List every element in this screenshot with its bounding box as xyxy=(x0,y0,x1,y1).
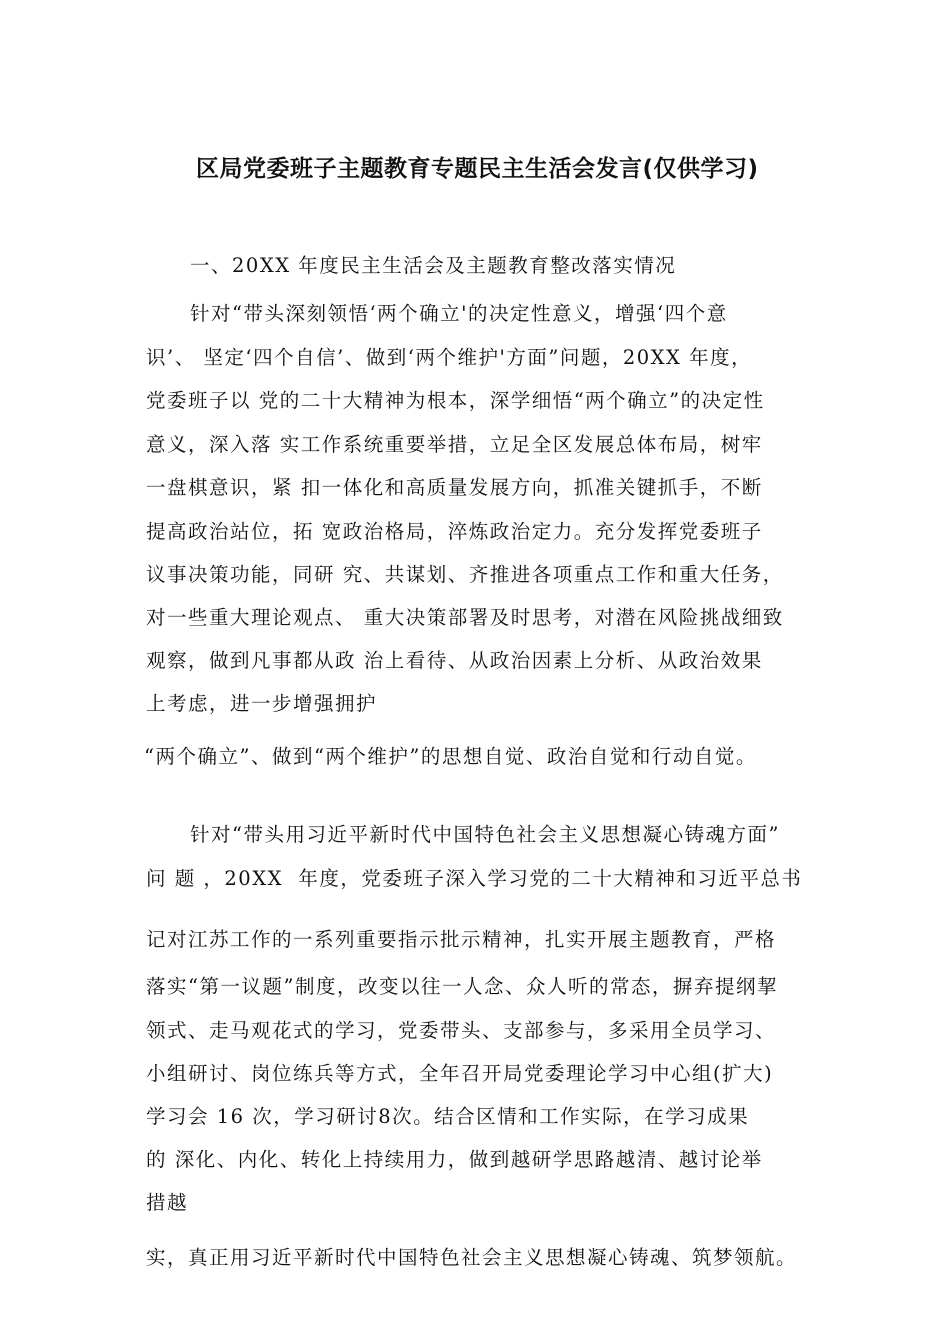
paragraph-line: 措越 xyxy=(146,1191,189,1214)
paragraph-line: 上考虑，进一步增强拥护 xyxy=(146,692,378,715)
paragraph-line: 的 深化、内化、转化上持续用力，做到越研学思路越清、越讨论举 xyxy=(146,1148,763,1171)
paragraph-line: 领式、走马观花式的学习，党委带头、支部参与，多采用全员学习、 xyxy=(146,1019,777,1042)
paragraph-line: 意义，深入落 实工作系统重要举措，立足全区发展总体布局，树牢 xyxy=(146,433,763,456)
paragraph-line: 针对“带头深刻领悟‘两个确立'的决定性意义，增强‘四个意 xyxy=(190,302,728,325)
paragraph-line: 党委班子以 党的二十大精神为根本，深学细悟“两个确立”的决定性 xyxy=(146,389,765,412)
paragraph-line: 对一些重大理论观点、 重大决策部署及时思考，对潜在风险挑战细致 xyxy=(146,606,784,629)
paragraph-line: 观察，做到凡事都从政 治上看待、从政治因素上分析、从政治效果 xyxy=(146,649,763,672)
paragraph-line: 问 题 ，20XX 年度，党委班子深入学习党的二十大精神和习近平总书 xyxy=(146,867,803,890)
paragraph-line: 一盘棋意识，紧 扣一体化和高质量发展方向，抓准关键抓手，不断 xyxy=(146,476,763,499)
paragraph-line: 实，真正用习近平新时代中国特色社会主义思想凝心铸魂、筑梦领航。 xyxy=(146,1246,798,1269)
paragraph-line: 提高政治站位，拓 宽政治格局，淬炼政治定力。充分发挥党委班子 xyxy=(146,520,763,543)
paragraph-line: 针对“带头用习近平新时代中国特色社会主义思想凝心铸魂方面” xyxy=(190,823,780,846)
paragraph-line: 议事决策功能，同研 究、共谋划、齐推进各项重点工作和重大任务， xyxy=(146,563,784,586)
document-title: 区局党委班子主题教育专题民主生活会发言(仅供学习) xyxy=(196,156,759,182)
paragraph-line: “两个确立”、做到“两个维护”的思想自觉、政治自觉和行动自觉。 xyxy=(144,745,757,768)
paragraph-line: 落实“第一议题”制度，改变以往一人念、众人听的常态，摒弃提纲挈 xyxy=(146,975,778,998)
paragraph-line: 识’、 坚定‘四个自信’、做到‘两个维护'方面”问题，20XX 年度， xyxy=(146,346,753,369)
section-heading: 一、20XX 年度民主生活会及主题教育整改落实情况 xyxy=(190,254,677,277)
paragraph-line: 记对江苏工作的一系列重要指示批示精神，扎实开展主题教育，严格 xyxy=(146,928,777,951)
paragraph-line: 学习会 16 次，学习研讨8次。结合区情和工作实际，在学习成果 xyxy=(146,1105,750,1128)
paragraph-line: 小组研讨、岗位练兵等方式，全年召开局党委理论学习中心组(扩大) xyxy=(146,1062,774,1085)
